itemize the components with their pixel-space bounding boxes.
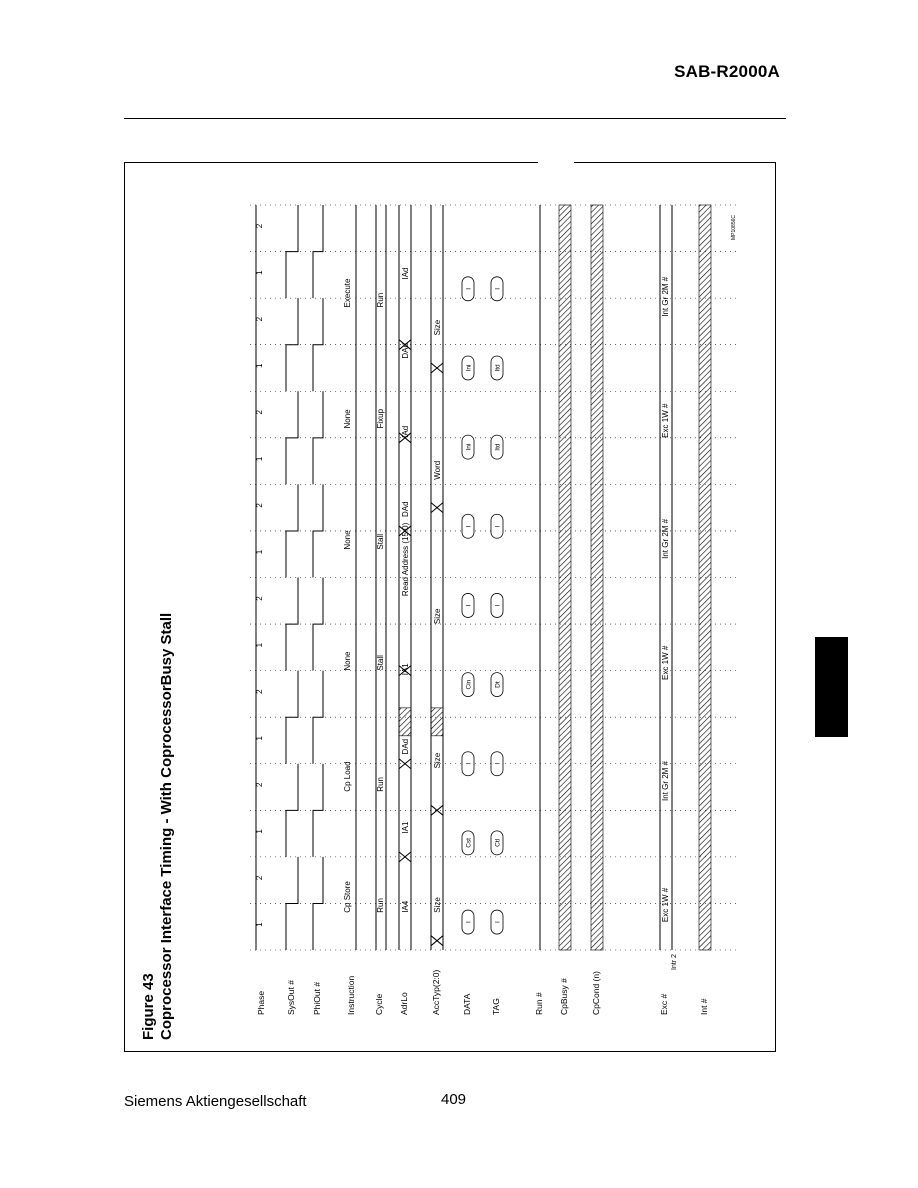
cycle-label: Run	[376, 292, 385, 308]
phase-label: 2	[255, 782, 264, 788]
signal-label: AccTyp(2:0)	[431, 969, 441, 1015]
instruction-label: Execute	[343, 278, 352, 308]
bubble-label: I	[465, 604, 473, 607]
phase-label: 1	[255, 736, 264, 741]
bubble-label: Itd	[494, 443, 502, 451]
bubble-label: I	[465, 762, 473, 765]
phase-label: 2	[255, 316, 264, 322]
int-hatch	[699, 205, 711, 950]
data-bubbles	[462, 277, 474, 934]
signal-label: CpCond (n)	[591, 971, 601, 1015]
adrlo-label: DAd	[401, 343, 410, 359]
signal-label: Instruction	[346, 975, 356, 1015]
exc-label: Int Gr 2M #	[661, 760, 670, 801]
acctyp-label: Size	[433, 608, 442, 625]
signal-label: Exc #	[659, 993, 669, 1015]
adrlo-label: IA4	[401, 900, 410, 913]
cycle-label: Run	[376, 898, 385, 913]
adrlo-label: IAd	[401, 267, 410, 280]
phase-label: 1	[255, 549, 264, 555]
signal-label: SysOut #	[286, 980, 296, 1015]
phase-label: 1	[255, 456, 264, 462]
waveforms	[256, 205, 711, 950]
phase-label: 1	[255, 363, 264, 368]
exc-label: Exc 1W #	[661, 645, 670, 680]
acctyp-hatch	[431, 708, 443, 736]
acctyp-label: Word	[433, 460, 442, 480]
adrlo-label: IA1	[401, 821, 410, 834]
signal-label: AdrLo	[399, 992, 409, 1015]
exc-label: Exc 1W #	[661, 403, 670, 438]
phase-label: 1	[255, 922, 264, 927]
adrlo-label: IA1	[401, 663, 410, 676]
phase-label: 2	[255, 503, 264, 508]
signal-label: Int #	[699, 998, 709, 1015]
signal-label: DATA	[462, 993, 472, 1015]
bubble-label: Cst	[465, 838, 473, 848]
signal-label: PhiOut #	[312, 981, 322, 1015]
phase-label: 2	[255, 596, 264, 601]
phase-label: 2	[255, 689, 264, 694]
sysout-waveform	[286, 205, 298, 950]
phase-label: 2	[255, 875, 264, 881]
cycle-label: Fixup	[376, 408, 385, 429]
figure-number: Figure 43	[140, 973, 157, 1040]
acctyp-bus	[431, 205, 443, 950]
signal-label: TAG	[491, 998, 501, 1015]
adrlo-label: Read Address (15:0)	[401, 522, 410, 597]
section-thumb-tab	[815, 637, 848, 737]
bubble-label: Ini	[465, 364, 473, 372]
phase-label: 1	[255, 642, 264, 648]
adrlo-label: IAd	[401, 425, 410, 438]
signal-label: Run #	[534, 992, 544, 1015]
signal-label: CpBusy #	[559, 978, 569, 1015]
exc-label: Exc 1W #	[661, 887, 670, 923]
phase-label: 1	[255, 270, 264, 275]
bubble-label: I	[494, 525, 502, 528]
page-number: 409	[441, 1091, 467, 1108]
bubble-label: Cin	[465, 679, 473, 690]
adrlo-label: DAd	[401, 501, 410, 517]
bubble-label: I	[494, 921, 502, 923]
instruction-label: Cp Load	[343, 761, 352, 792]
phase-label: 1	[255, 829, 264, 834]
exc-extra-label: Intr 2	[671, 954, 678, 970]
signal-label: Phase	[256, 990, 266, 1015]
bubble-label: Dt	[494, 681, 502, 688]
cycle-label: Stall	[376, 534, 385, 550]
adrlo-hatch	[399, 708, 411, 736]
instruction-label: None	[343, 651, 352, 671]
figure-caption: Coprocessor Interface Timing - With CoprocessorBusy Stall	[158, 612, 175, 1040]
acctyp-label: Size	[433, 897, 442, 913]
bubble-label: Itd	[494, 364, 502, 372]
acctyp-label: Size	[433, 319, 442, 336]
part-number: SAB-R2000A	[674, 62, 780, 81]
phase-label: 2	[255, 410, 264, 415]
bubble-label: I	[494, 762, 502, 765]
adrlo-label: DAd	[401, 738, 410, 755]
phase-label: 2	[255, 223, 264, 229]
cycle-label: Stall	[376, 655, 385, 671]
instruction-label: Cp Store	[343, 881, 352, 913]
signal-label: Cycle	[374, 993, 384, 1015]
cycle-label: Run	[376, 777, 385, 792]
exc-label: Int Gr 2M #	[661, 276, 670, 317]
instruction-label: None	[343, 409, 352, 429]
cpcond-hatch	[591, 205, 603, 950]
bubble-label: I	[494, 287, 502, 290]
footer-company: Siemens Aktiengesellschaft	[124, 1093, 307, 1110]
exc-label: Int Gr 2M #	[661, 518, 670, 559]
instruction-label: None	[343, 530, 352, 550]
bubble-label: Ini	[465, 443, 473, 451]
tag-bubbles	[491, 277, 503, 934]
bubble-label: Ctl	[494, 838, 502, 847]
figure-ref-code: MP10856C	[731, 214, 737, 240]
waveform-labels	[255, 215, 737, 934]
bubble-label: I	[465, 525, 473, 528]
cpbusy-hatch	[559, 205, 571, 950]
bubble-label: I	[465, 921, 473, 923]
acctyp-label: Size	[433, 752, 442, 769]
phiout-waveform	[313, 205, 323, 950]
bubble-label: I	[465, 287, 473, 290]
bubble-label: I	[494, 604, 502, 607]
